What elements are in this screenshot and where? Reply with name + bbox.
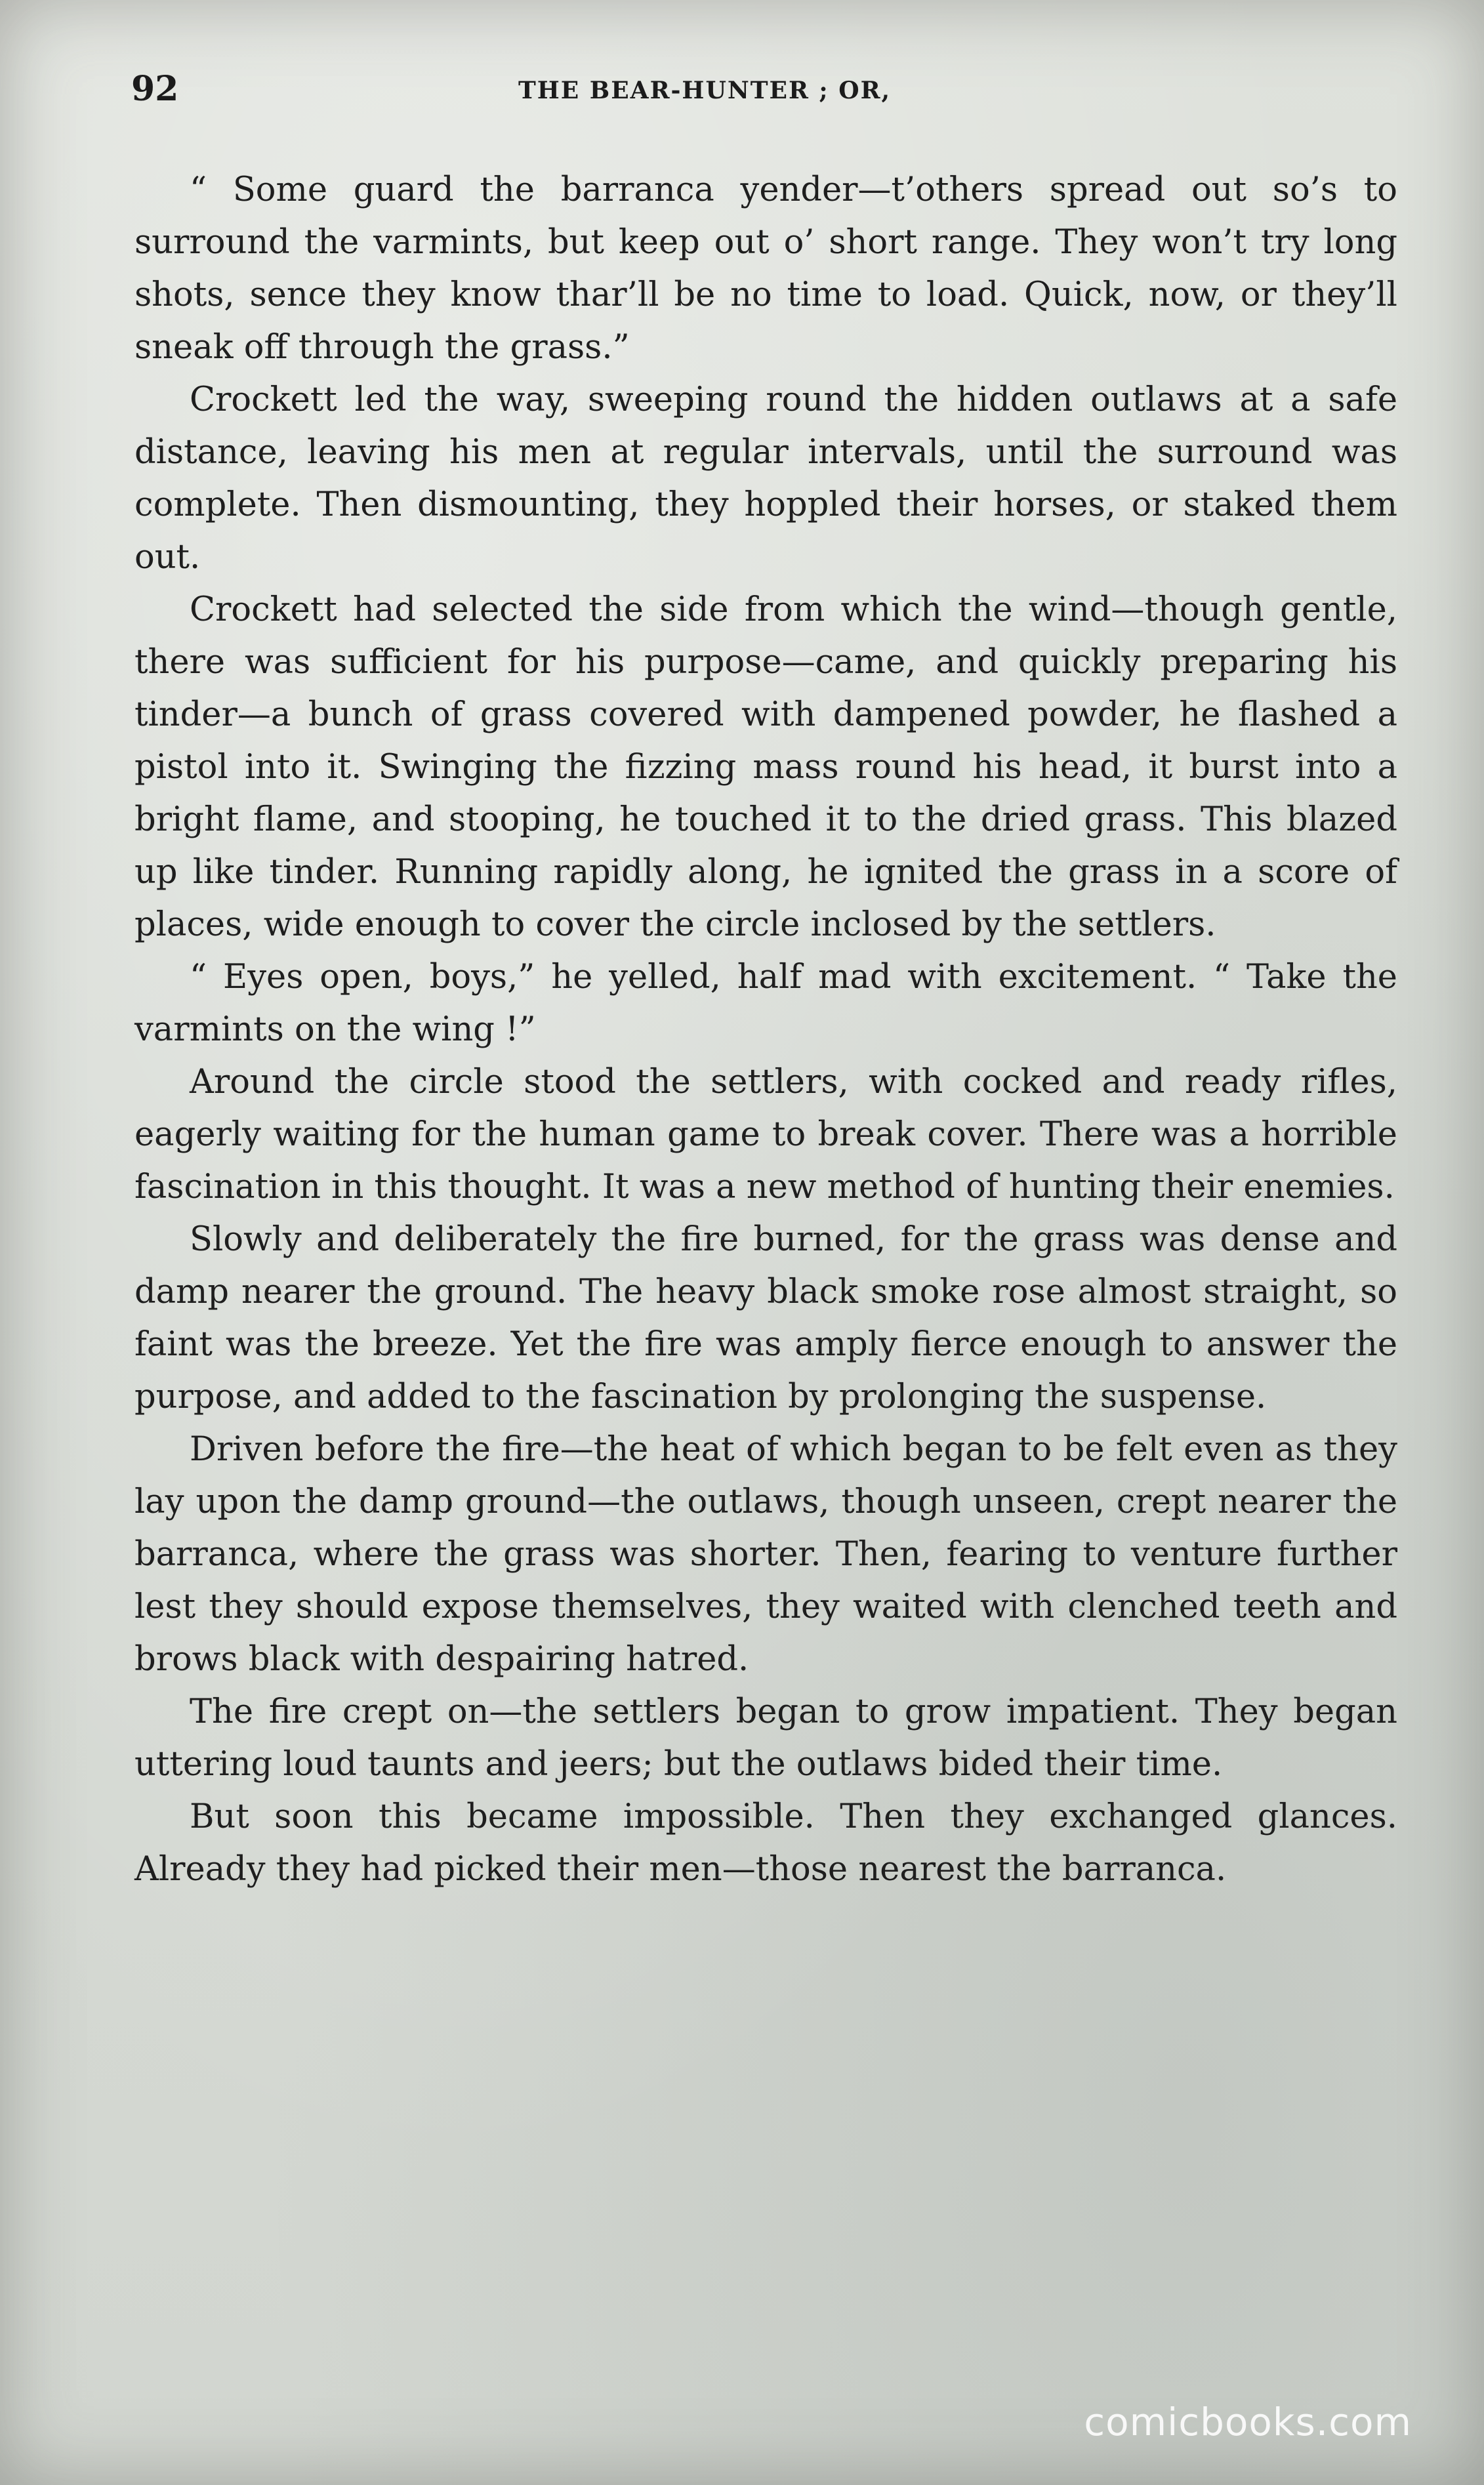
paragraph: “ Eyes open, boys,” he yelled, half mad with excitement. “ Take the varmints on the wing !” <box>134 958 1397 1049</box>
page-number: 92 <box>131 69 179 109</box>
paragraph: Crockett had selected the side from which the wind—though gentle, there was sufficient for his purpose—came, and quickly preparing his tinder—a bunch of grass covered with dampened powder, he flashed a pistol into it. Swinging the fizzing mass round his head, it burst into a bright flame, and stooping, he touched it to the dried grass. This blazed up like tinder. Running rapidly along, he ignited the grass in a score of places, wide enough to cover the circle inclosed by the settlers. <box>134 590 1397 944</box>
running-head: THE BEAR-HUNTER ; OR, <box>518 77 892 104</box>
paragraph: “ Some guard the barranca yender—t’others spread out so’s to surround the varmints, but keep out o’ short range. They won’t try long shots, sence they know thar’ll be no time to load. Quick, now, or they’ll sneak off through the grass.” <box>134 171 1397 367</box>
paragraph: The fire crept on—the settlers began to grow impatient. They began uttering loud taunts and jeers; but the outlaws bided their time. <box>134 1693 1397 1784</box>
body-text <box>134 164 1397 1896</box>
paragraph: Around the circle stood the settlers, with cocked and ready rifles, eagerly waiting for the human game to break cover. There was a horrible fascination in this thought. It was a new method of hunting their enemies. <box>134 1063 1397 1206</box>
paragraph: But soon this became impossible. Then they exchanged glances. Already they had picked their men—those nearest the barranca. <box>134 1797 1397 1889</box>
paragraph: Crockett led the way, sweeping round the hidden outlaws at a safe distance, leaving his men at regular intervals, until the surround was complete. Then dismounting, they hoppled their horses, or staked them out. <box>134 380 1397 577</box>
page-header <box>131 69 1401 121</box>
paragraph: Driven before the fire—the heat of which began to be felt even as they lay upon the damp ground—the outlaws, though unseen, crept nearer the barranca, where the grass was shorter. Then, fearing to venture further lest they should expose themselves, they waited with clenched teeth and brows black with despairing hatred. <box>134 1430 1397 1679</box>
paragraph: Slowly and deliberately the fire burned, for the grass was dense and damp nearer the ground. The heavy black smoke rose almost straight, so faint was the breeze. Yet the fire was amply fierce enough to answer the purpose, and added to the fascination by prolonging the suspense. <box>134 1220 1397 1416</box>
watermark: comicbooks.com <box>1084 2400 1412 2444</box>
